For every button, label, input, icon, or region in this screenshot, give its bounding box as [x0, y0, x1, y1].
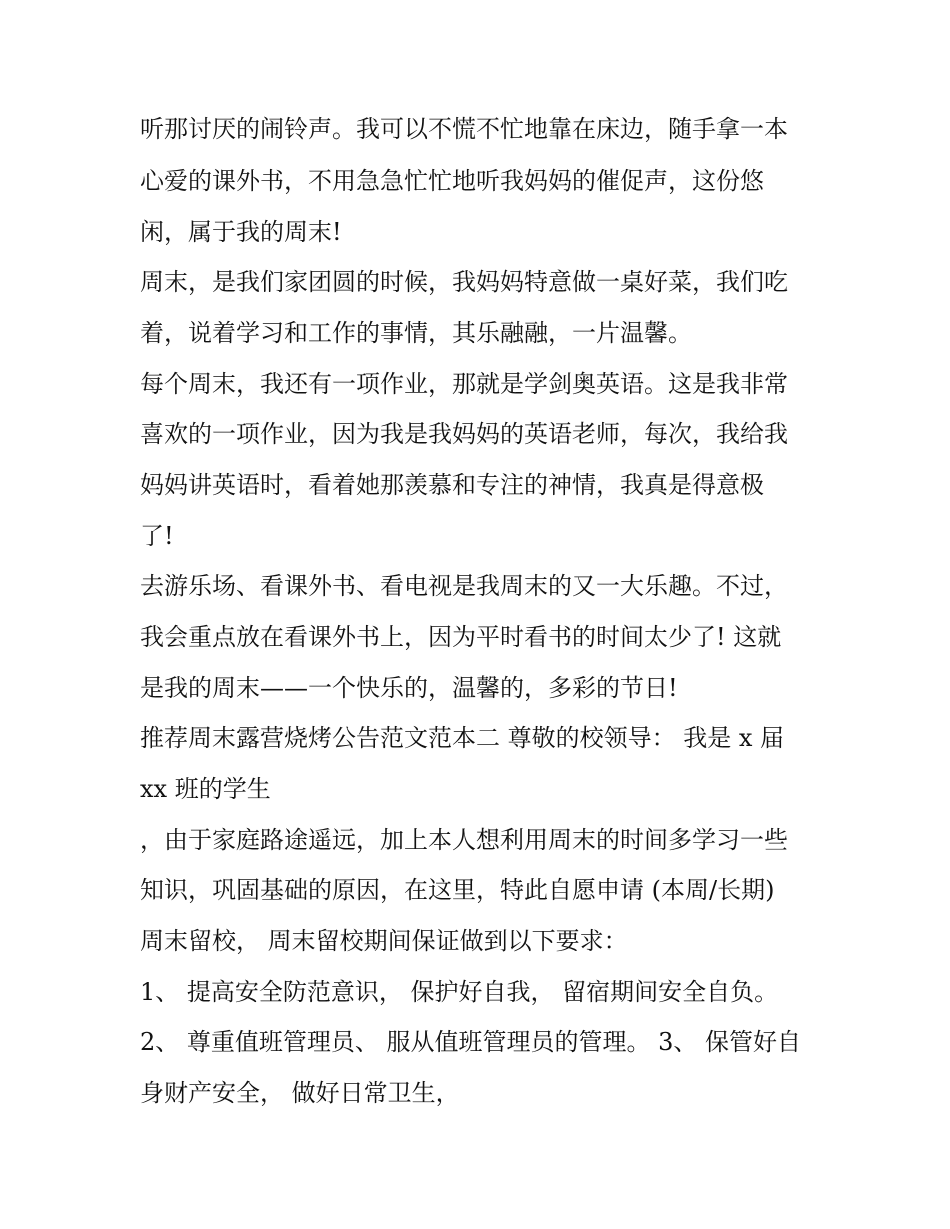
text-line: 去游乐场、看课外书、看电视是我周末的又一大乐趣。不过，	[140, 572, 788, 600]
text-line: 喜欢的一项作业，因为我是我妈妈的英语老师，每次，我给我	[140, 420, 788, 448]
text-line: 每个周末，我还有一项作业，那就是学剑奥英语。这是我非常	[140, 370, 788, 398]
text-line: 妈妈讲英语时，看着她那羡慕和专注的神情，我真是得意极	[140, 471, 764, 499]
text-line: 是我的周末——一个快乐的，温馨的，多彩的节日!	[140, 674, 678, 702]
text-line: 推荐周末露营烧烤公告范文范本二 尊敬的校领导： 我是 x 届	[140, 724, 785, 752]
text-line: 知识，巩固基础的原因，在这里，特此自愿申请 (本周/长期)	[140, 876, 775, 904]
text-line: 闲，属于我的周末!	[140, 218, 342, 246]
text-line: xx 班的学生	[140, 775, 271, 803]
text-line: 周末，是我们家团圆的时候，我妈妈特意做一桌好菜，我们吃	[140, 268, 788, 296]
text-line: 2、 尊重值班管理员、 服从值班管理员的管理。 3、 保管好自	[140, 1028, 802, 1056]
text-line: 听那讨厌的闹铃声。我可以不慌不忙地靠在床边，随手拿一本	[140, 115, 788, 143]
text-line: 心爱的课外书，不用急急忙忙地听我妈妈的催促声，这份悠	[140, 167, 764, 195]
text-line: 身财产安全， 做好日常卫生，	[140, 1079, 460, 1107]
text-line: 我会重点放在看课外书上，因为平时看书的时间太少了! 这就	[140, 623, 782, 651]
text-line: 1、 提高安全防范意识， 保护好自我， 留宿期间安全自负。	[140, 978, 779, 1006]
text-line: 着，说着学习和工作的事情，其乐融融，一片温馨。	[140, 319, 692, 347]
text-line: 周末留校， 周末留校期间保证做到以下要求：	[140, 927, 628, 955]
text-line: ，由于家庭路途遥远，加上本人想利用周末的时间多学习一些	[140, 826, 788, 854]
text-line: 了!	[140, 522, 174, 550]
